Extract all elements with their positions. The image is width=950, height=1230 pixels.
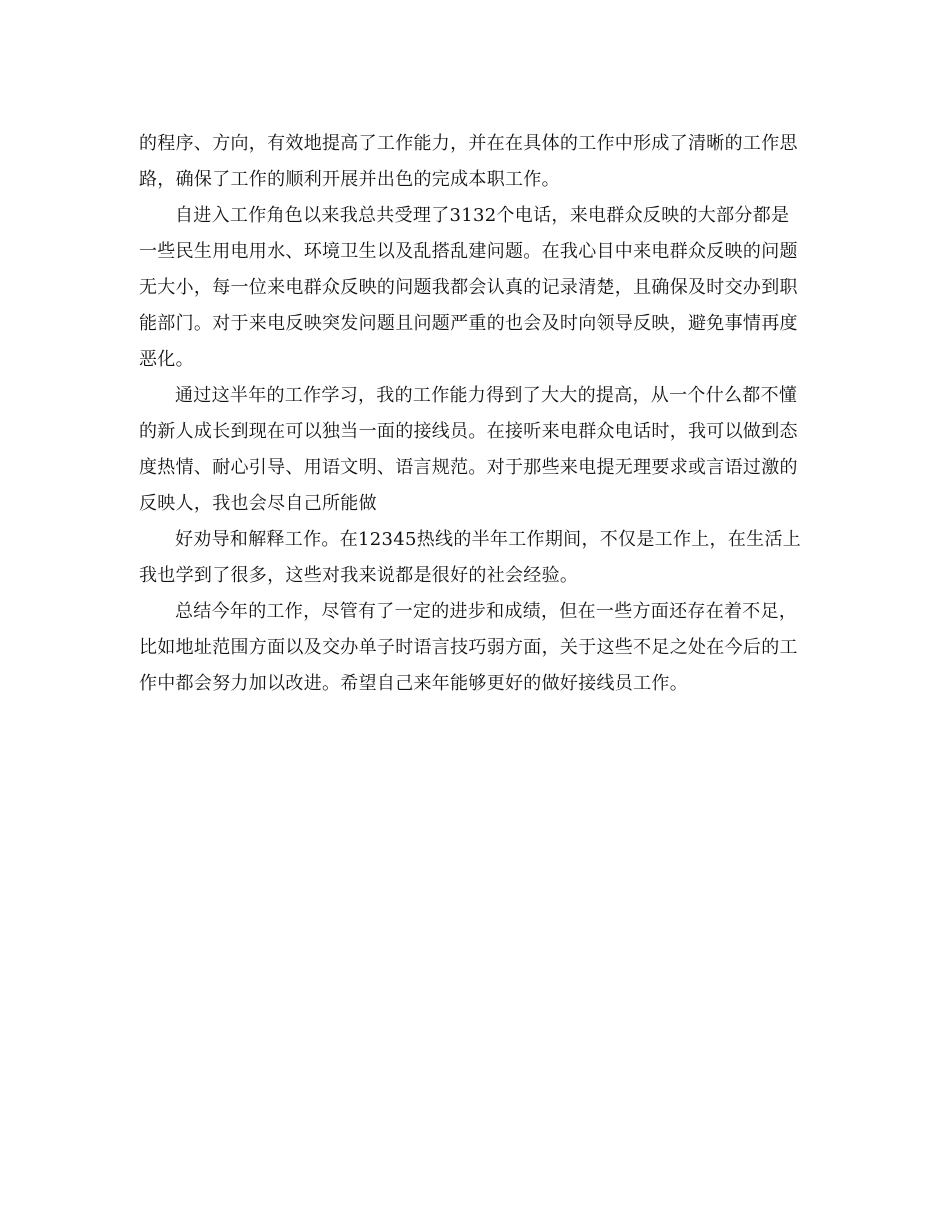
paragraph-2: 自进入工作角色以来我总共受理了3132个电话，来电群众反映的大部分都是 一些民生用电用水、环境卫生以及乱搭乱建问题。在我心目中来电群众反映的问题 无大小，每一位来电群众反映的问题我都会认真的记录清楚，且确保及时交办到职 能部门。对于来电反映突发问题且问题严重的也会及时向领导反映，避免事情再度 恶化。 bbox=[139, 205, 798, 370]
paragraph-1: 的程序、方向，有效地提高了工作能力，并在在具体的工作中形成了清晰的工作思 路，确保了工作的顺利开展并出色的完成本职工作。 bbox=[139, 133, 798, 190]
paragraph-3: 通过这半年的工作学习，我的工作能力得到了大大的提高，从一个什么都不懂 的新人成长到现在可以独当一面的接线员。在接听来电群众电话时，我可以做到态 度热情、耐心引导、用语文明、语言规范。对于那些来电提无理要求或言语过激的 反映人，我也会尽自己所能做 bbox=[139, 385, 798, 514]
paragraph-5: 总结今年的工作，尽管有了一定的进步和成绩，但在一些方面还存在着不足， 比如地址范围方面以及交办单子时语言技巧弱方面，关于这些不足之处在今后的工 作中都会努力加以改进。希望自己来年能够更好的做好接线员工作。 bbox=[139, 601, 798, 694]
paragraph-4: 好劝导和解释工作。在12345热线的半年工作期间，不仅是工作上，在生活上 我也学到了很多，这些对我来说都是很好的社会经验。 bbox=[139, 529, 802, 586]
document-body bbox=[139, 126, 811, 702]
